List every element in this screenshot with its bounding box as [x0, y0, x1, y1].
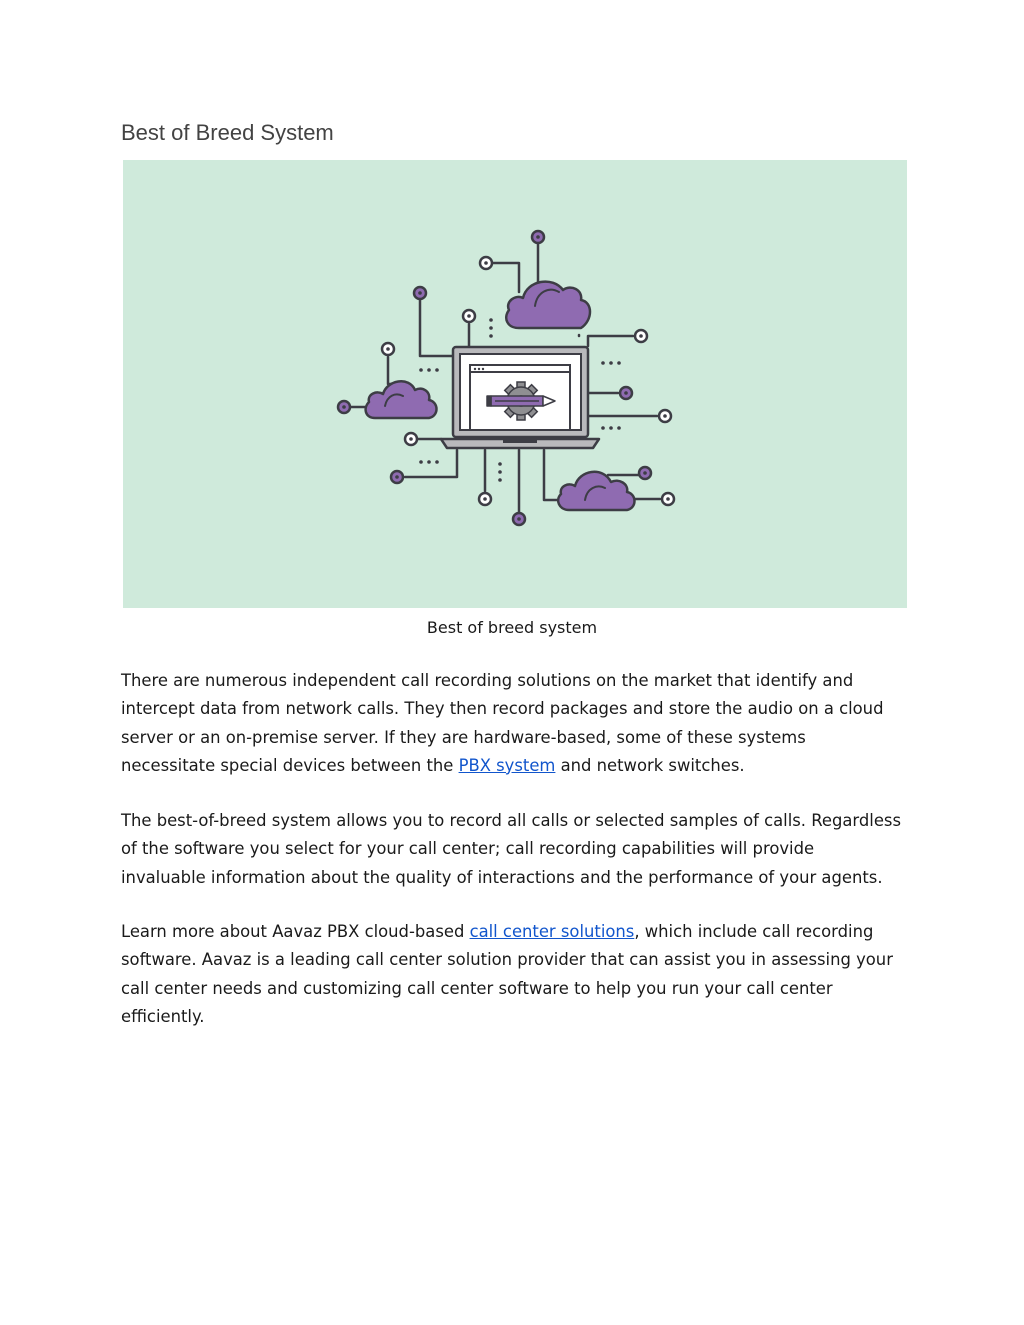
paragraph-text: Learn more about Aavaz PBX cloud-based: [121, 922, 470, 941]
paragraph-text: , which include call recording software. Aavaz is a leading call center solution provider that can assist you in assessing your call center needs and customizing call center software to help you run your call center efficiently.: [121, 922, 893, 1026]
circuit-line: [405, 450, 457, 477]
circuit-line: [420, 293, 453, 356]
pencil-icon: [487, 396, 555, 406]
page-title: Best of Breed System: [121, 120, 334, 145]
paragraph-recording-solutions: [121, 667, 901, 780]
figure-caption: Best of breed system: [426, 618, 598, 637]
laptop-icon: [441, 347, 599, 448]
paragraph-text: There are numerous independent call recording solutions on the market that identify and intercept data from network calls. They then record packages and store the audio on a cloud server or an on-premise server. If they are hardware-based, some of these systems necessitate special devices between the: [121, 671, 884, 775]
circuit-line: [388, 357, 403, 384]
call-center-solutions-link[interactable]: call center solutions: [469, 922, 635, 941]
paragraph-learn-more: [121, 918, 901, 1031]
paragraph-best-of-breed: The best-of-breed system allows you to record all calls or selected samples of calls. Regardless of the software you select for your call center; call recording capabilities will provide invaluable information about the quality of interactions and the performance of your agents.: [121, 811, 901, 887]
circuit-line: [588, 336, 633, 346]
pbx-system-link[interactable]: PBX system: [458, 755, 556, 775]
best-of-breed-illustration: [123, 160, 907, 608]
paragraph-text: and network switches.: [555, 755, 745, 775]
